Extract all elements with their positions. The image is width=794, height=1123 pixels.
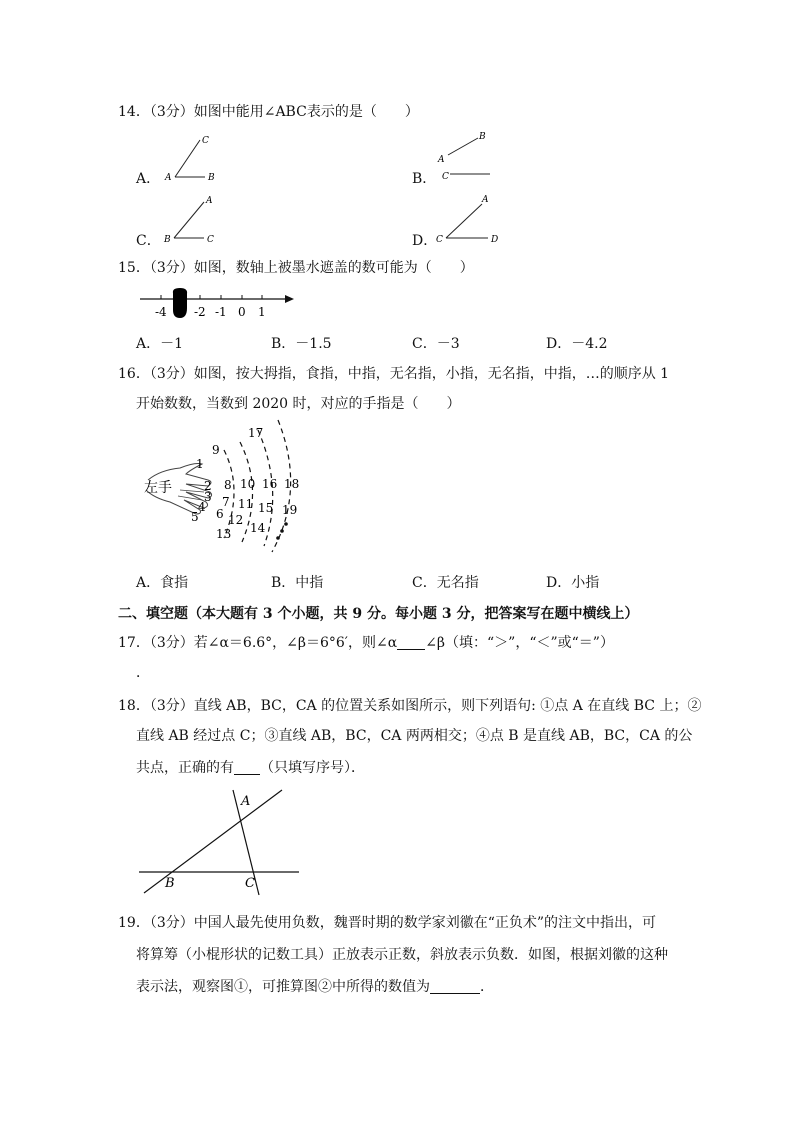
q19-answer-blank[interactable] (430, 979, 480, 994)
section-2-title: 二、填空题（本大题有 3 个小题，共 9 分。每小题 3 分，把答案写在题中横线上） (118, 606, 639, 622)
q14-option-c-label[interactable]: C． (136, 233, 161, 249)
q18-point-c: C (245, 876, 255, 891)
q18-answer-blank[interactable] (234, 760, 260, 775)
q18-line3 (136, 759, 365, 777)
ink-blot (173, 288, 187, 318)
q14-d-point-d: D (491, 235, 499, 245)
count-16: 16 (262, 477, 278, 491)
q15-number-line (136, 288, 306, 324)
q17-line (118, 634, 614, 652)
q18-line3-suffix: （只填写序号）． (260, 760, 365, 776)
q14-d-point-c: C (436, 235, 443, 245)
q18-line3-prefix: 共点，正确的有 (136, 760, 234, 776)
count-1: 1 (196, 457, 204, 471)
count-8: 8 (224, 478, 232, 492)
q14-option-d-label[interactable]: D． (412, 233, 438, 249)
count-7: 7 (222, 495, 230, 509)
q14-option-b-figure (430, 128, 520, 188)
q15-option-d[interactable]: D．－4.2 (546, 336, 608, 352)
q14-b-point-c: C (442, 172, 449, 182)
count-14: 14 (250, 521, 266, 535)
q19-line1: 19．（3分）中国人最先使用负数，魏晋时期的数学家刘徽在“正负术”的注文中指出，可 (118, 915, 657, 931)
q14-a-point-b: B (208, 173, 215, 183)
q19-line2: 将算筹（小棍形状的记数工具）正放表示正数，斜放表示负数．如图，根据刘徽的这种 (136, 947, 668, 963)
count-6: 6 (216, 507, 224, 521)
q14-option-b-label[interactable]: B． (412, 171, 437, 187)
q14-option-a-label[interactable]: A． (136, 171, 161, 187)
hand-label: 左手 (144, 480, 172, 496)
q16-stem-line2: 开始数数，当数到 2020 时，对应的手指是（ ） (136, 396, 461, 412)
q14-c-point-c: C (207, 235, 214, 245)
q14-a-point-c: C (202, 136, 209, 146)
count-2: 2 (204, 479, 212, 493)
count-17: 17 (248, 426, 264, 440)
q15-option-a[interactable]: A．－1 (136, 336, 184, 352)
q14-stem: 14．（3分）如图中能用∠ABC表示的是（ ） (118, 104, 419, 120)
q14-option-c-figure (160, 192, 240, 252)
q15-tick-neg2: -2 (194, 305, 206, 319)
q14-c-point-b: B (164, 235, 171, 245)
q18-line1: 18．（3分）直线 AB，BC，CA 的位置关系如图所示，则下列语句: ①点 A 在直线 BC 上；② (118, 698, 702, 714)
q18-line2: 直线 AB 经过点 C；③直线 AB，BC，CA 两两相交；④点 B 是直线 AB，BC，CA 的公 (136, 728, 693, 744)
q15-tick-neg4: -4 (155, 305, 167, 319)
q15-option-c[interactable]: C．－3 (412, 336, 460, 352)
q17-suffix: ∠β（填：“＞”，“＜”或“＝”） (425, 635, 614, 651)
q15-stem: 15．（3分）如图，数轴上被墨水遮盖的数可能为（ ） (118, 260, 474, 276)
q17-prefix: 17．（3分）若∠α＝6.6°，∠β＝6°6′，则∠α (118, 635, 398, 651)
q16-option-a[interactable]: A．食指 (136, 575, 189, 591)
count-19: 19 (282, 503, 298, 517)
count-4: 4 (198, 500, 206, 514)
count-11: 11 (238, 497, 254, 511)
q15-option-b[interactable]: B．－1.5 (271, 336, 332, 352)
count-12: 12 (228, 513, 244, 527)
count-10: 10 (240, 477, 256, 491)
count-9: 9 (212, 443, 220, 457)
q14-option-d-figure (430, 192, 520, 252)
q16-option-b[interactable]: B．中指 (271, 575, 324, 591)
q14-option-a-figure (160, 130, 240, 190)
q14-d-point-a: A (482, 195, 489, 205)
q15-tick-neg1: -1 (215, 305, 227, 319)
q15-tick-1: 1 (258, 305, 266, 319)
count-15: 15 (258, 501, 274, 515)
q14-c-point-a: A (206, 196, 213, 206)
q19-line3-suffix: ． (480, 979, 494, 995)
q16-option-d[interactable]: D．小指 (546, 575, 600, 591)
q18-point-a: A (241, 794, 251, 809)
q14-a-point-a: A (165, 173, 172, 183)
q16-stem-line1: 16．（3分）如图，按大拇指，食指，中指，无名指，小指，无名指，中指，…的顺序从 1 (118, 366, 670, 382)
count-18: 18 (284, 477, 300, 491)
q17-answer-blank[interactable] (397, 635, 425, 650)
count-5: 5 (191, 510, 199, 524)
q19-line3 (136, 978, 494, 996)
q14-b-point-b: B (479, 132, 486, 142)
count-3: 3 (204, 490, 212, 504)
q16-option-c[interactable]: C．无名指 (412, 575, 479, 591)
q14-b-point-a: A (438, 155, 445, 165)
q18-point-b: B (165, 876, 175, 891)
q18-lines-figure (135, 785, 310, 900)
q15-tick-0: 0 (238, 305, 246, 319)
q17-period: ． (136, 665, 150, 681)
q16-hand-figure (140, 420, 320, 560)
q19-line3-prefix: 表示法，观察图①，可推算图②中所得的数值为 (136, 979, 430, 995)
count-13: 13 (216, 527, 232, 541)
